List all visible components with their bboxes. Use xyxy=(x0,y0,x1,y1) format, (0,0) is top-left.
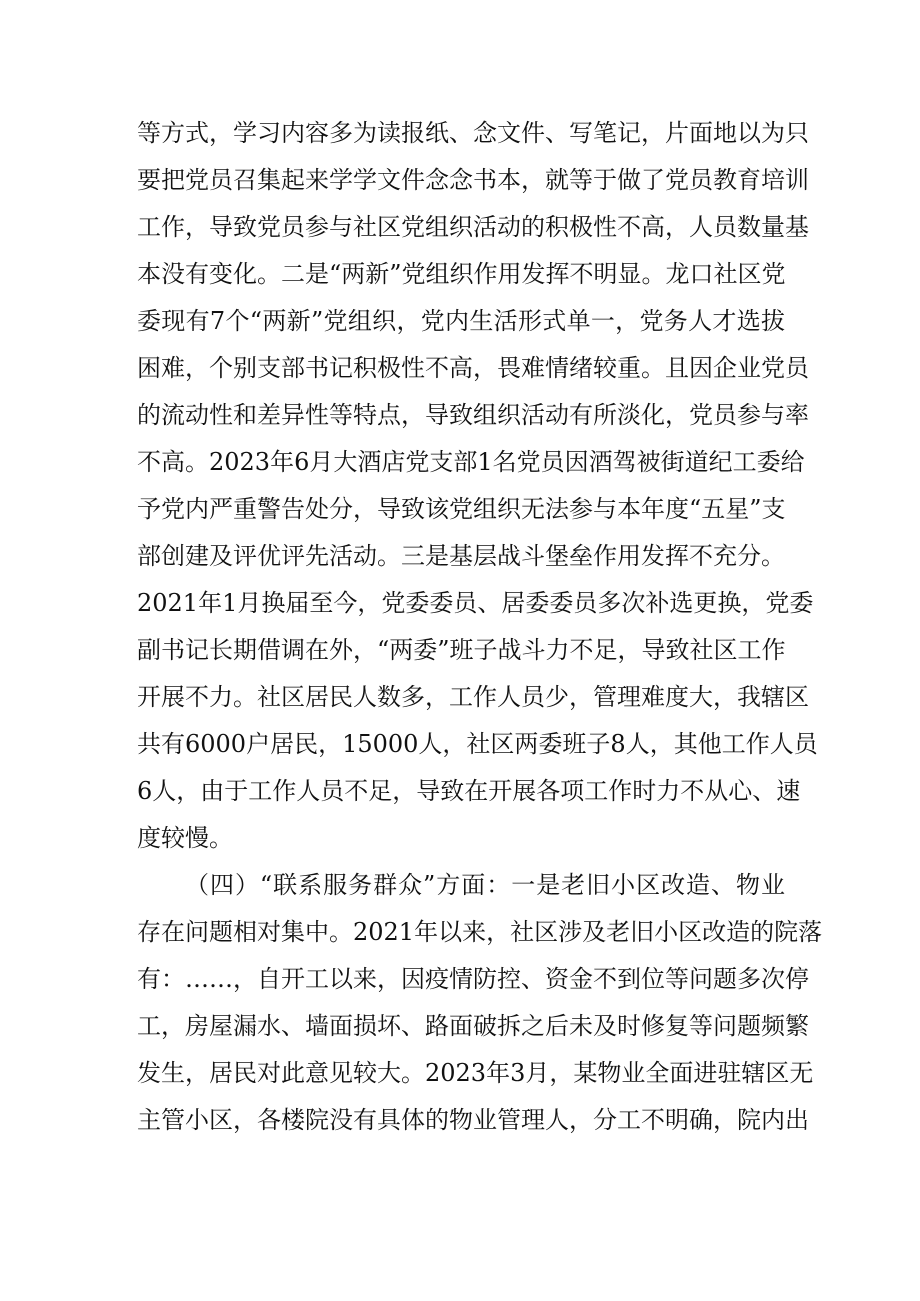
text-line: 主管小区，各楼院没有具体的物业管理人，分工不明确，院内出 xyxy=(137,1106,809,1134)
text-line: 工，房屋漏水、墙面损坏、路面破拆之后未及时修复等问题频繁 xyxy=(137,1012,809,1040)
text-line: （四）“联系服务群众”方面：一是老旧小区改造、物业 xyxy=(185,871,785,899)
text-line: 度较慢。 xyxy=(137,824,233,852)
text-line: 发生，居民对此意见较大。2023年3月，某物业全面进驻辖区无 xyxy=(137,1059,814,1087)
text-line: 本没有变化。二是“两新”党组织作用发挥不明显。龙口社区党 xyxy=(137,260,786,288)
text-line: 存在问题相对集中。2021年以来，社区涉及老旧小区改造的院落 xyxy=(137,918,823,946)
text-line: 开展不力。社区居民人数多，工作人员少，管理难度大，我辖区 xyxy=(137,683,809,711)
document-body xyxy=(137,110,823,1144)
text-line: 副书记长期借调在外，“两委”班子战斗力不足，导致社区工作 xyxy=(137,636,786,664)
text-line: 共有6000户居民，15000人，社区两委班子8人，其他工作人员 xyxy=(137,730,818,758)
paragraph-continuation xyxy=(137,110,818,862)
text-line: 委现有7个“两新”党组织，党内生活形式单一，党务人才选拔 xyxy=(137,307,785,335)
text-line: 工作，导致党员参与社区党组织活动的积极性不高，人员数量基 xyxy=(137,213,809,241)
paragraph-section-four xyxy=(137,862,823,1144)
text-line: 不高。2023年6月大酒店党支部1名党员因酒驾被街道纪工委给 xyxy=(137,448,805,476)
text-line: 有：……，自开工以来，因疫情防控、资金不到位等问题多次停 xyxy=(137,965,809,993)
text-line: 2021年1月换届至今，党委委员、居委委员多次补选更换，党委 xyxy=(137,589,814,617)
text-line: 的流动性和差异性等特点，导致组织活动有所淡化，党员参与率 xyxy=(137,401,809,429)
text-line: 予党内严重警告处分，导致该党组织无法参与本年度“五星”支 xyxy=(137,495,786,523)
text-line: 部创建及评优评先活动。三是基层战斗堡垒作用发挥不充分。 xyxy=(137,542,785,570)
text-line: 要把党员召集起来学学文件念念书本，就等于做了党员教育培训 xyxy=(137,166,809,194)
text-line: 困难，个别支部书记积极性不高，畏难情绪较重。且因企业党员 xyxy=(137,354,809,382)
text-line: 6人，由于工作人员不足，导致在开展各项工作时力不从心、速 xyxy=(137,777,801,805)
text-line: 等方式，学习内容多为读报纸、念文件、写笔记，片面地以为只 xyxy=(137,119,809,147)
